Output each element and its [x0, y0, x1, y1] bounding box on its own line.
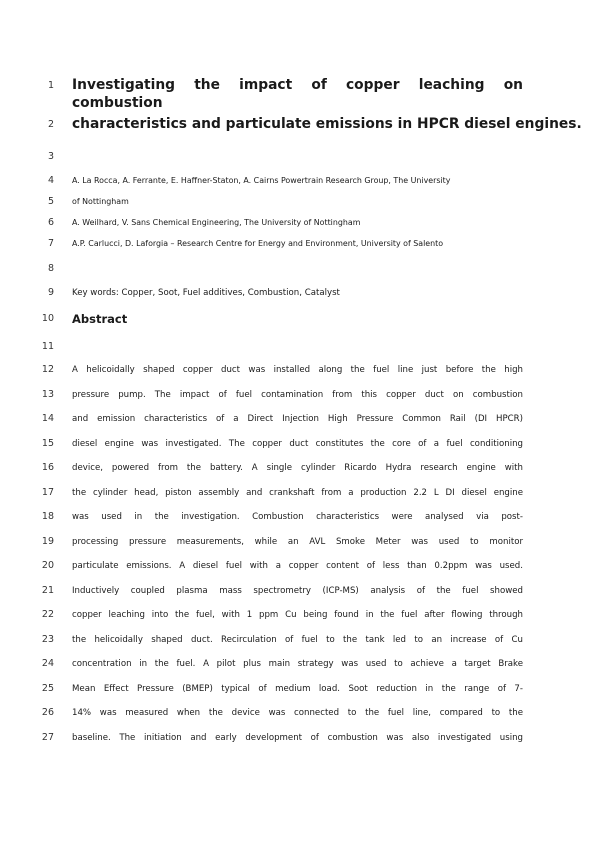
line-number: 16	[41, 462, 54, 473]
line-11	[0, 340, 595, 362]
line-21	[0, 584, 595, 606]
line-number: 15	[41, 438, 54, 449]
abstract-line: Inductively coupled plasma mass spectrometry (ICP-MS) analysis of the fuel showed	[72, 586, 523, 596]
abstract-line: pressure pump. The impact of fuel contamination from this copper duct on combustion	[72, 390, 523, 400]
line-26	[0, 706, 595, 728]
line-number: 8	[47, 263, 54, 274]
line-2	[0, 115, 595, 137]
abstract-line: copper leaching into the fuel, with 1 ppm Cu being found in the fuel after flowing through	[72, 610, 523, 620]
line-number: 21	[41, 585, 54, 596]
line-5	[0, 195, 595, 217]
author-line-3: A. Weilhard, V. Sans Chemical Engineering, The University of Nottingham	[72, 218, 361, 227]
author-line-2: of Nottingham	[72, 197, 129, 206]
abstract-line: device, powered from the battery. A single cylinder Ricardo Hydra research engine with	[72, 463, 523, 473]
line-number: 3	[47, 151, 54, 162]
line-number: 20	[41, 560, 54, 571]
abstract-line: diesel engine was investigated. The copper duct constitutes the core of a fuel conditioning	[72, 439, 523, 449]
abstract-line: particulate emissions. A diesel fuel with a copper content of less than 0.2ppm was used.	[72, 561, 523, 571]
abstract-line: concentration in the fuel. A pilot plus main strategy was used to achieve a target Brake	[72, 659, 523, 669]
line-23	[0, 633, 595, 655]
title-line-1: Investigating the impact of copper leaching on combustion	[72, 77, 523, 111]
line-number: 23	[41, 634, 54, 645]
line-number: 12	[41, 364, 54, 375]
abstract-heading: Abstract	[72, 312, 128, 326]
line-number: 26	[41, 707, 54, 718]
author-line-4: A.P. Carlucci, D. Laforgia – Research Centre for Energy and Environment, University of Salento	[72, 239, 444, 248]
line-number: 27	[41, 732, 54, 743]
abstract-line: processing pressure measurements, while an AVL Smoke Meter was used to monitor	[72, 537, 523, 547]
line-number: 18	[41, 511, 54, 522]
line-9	[0, 286, 595, 308]
line-17	[0, 486, 595, 508]
line-number: 6	[47, 217, 54, 228]
line-8	[0, 262, 595, 284]
line-16	[0, 461, 595, 483]
line-number: 25	[41, 683, 54, 694]
line-number: 7	[47, 238, 54, 249]
line-6	[0, 216, 595, 238]
abstract-line: baseline. The initiation and early development of combustion was also investigated using	[72, 733, 523, 743]
keywords: Key words: Copper, Soot, Fuel additives, Combustion, Catalyst	[72, 288, 340, 298]
line-number: 24	[41, 658, 54, 669]
line-number: 1	[47, 80, 54, 91]
line-7	[0, 237, 595, 259]
line-number: 13	[41, 389, 54, 400]
abstract-line: and emission characteristics of a Direct Injection High Pressure Common Rail (DI HPCR)	[72, 414, 523, 424]
line-24	[0, 657, 595, 679]
line-number: 11	[41, 341, 54, 352]
abstract-line: A helicoidally shaped copper duct was installed along the fuel line just before the high	[72, 365, 523, 375]
line-4	[0, 174, 595, 196]
abstract-line: Mean Effect Pressure (BMEP) typical of medium load. Soot reduction in the range of 7-	[72, 684, 523, 694]
line-15	[0, 437, 595, 459]
line-number: 5	[47, 196, 54, 207]
line-10	[0, 312, 595, 334]
line-number: 17	[41, 487, 54, 498]
line-3	[0, 150, 595, 172]
abstract-line: was used in the investigation. Combustion characteristics were analysed via post-	[72, 512, 523, 522]
line-number: 9	[47, 287, 54, 298]
line-20	[0, 559, 595, 581]
abstract-line: the helicoidally shaped duct. Recirculation of fuel to the tank led to an increase of Cu	[72, 635, 523, 645]
abstract-line: 14% was measured when the device was connected to the fuel line, compared to the	[72, 708, 523, 718]
line-13	[0, 388, 595, 410]
line-25	[0, 682, 595, 704]
line-12	[0, 363, 595, 385]
line-14	[0, 412, 595, 434]
abstract-line: the cylinder head, piston assembly and crankshaft from a production 2.2 L DI diesel engine	[72, 488, 523, 498]
line-number: 19	[41, 536, 54, 547]
author-line-1: A. La Rocca, A. Ferrante, E. Haffner-Staton, A. Cairns Powertrain Research Group, The University	[72, 176, 451, 185]
line-number: 2	[47, 119, 54, 130]
title-line-2: characteristics and particulate emissions in HPCR diesel engines.	[72, 116, 582, 132]
line-22	[0, 608, 595, 630]
line-number: 4	[47, 175, 54, 186]
line-number: 14	[41, 413, 54, 424]
line-27	[0, 731, 595, 753]
line-1	[0, 76, 595, 111]
line-number: 22	[41, 609, 54, 620]
line-number: 10	[41, 313, 54, 324]
line-18	[0, 510, 595, 532]
line-19	[0, 535, 595, 557]
